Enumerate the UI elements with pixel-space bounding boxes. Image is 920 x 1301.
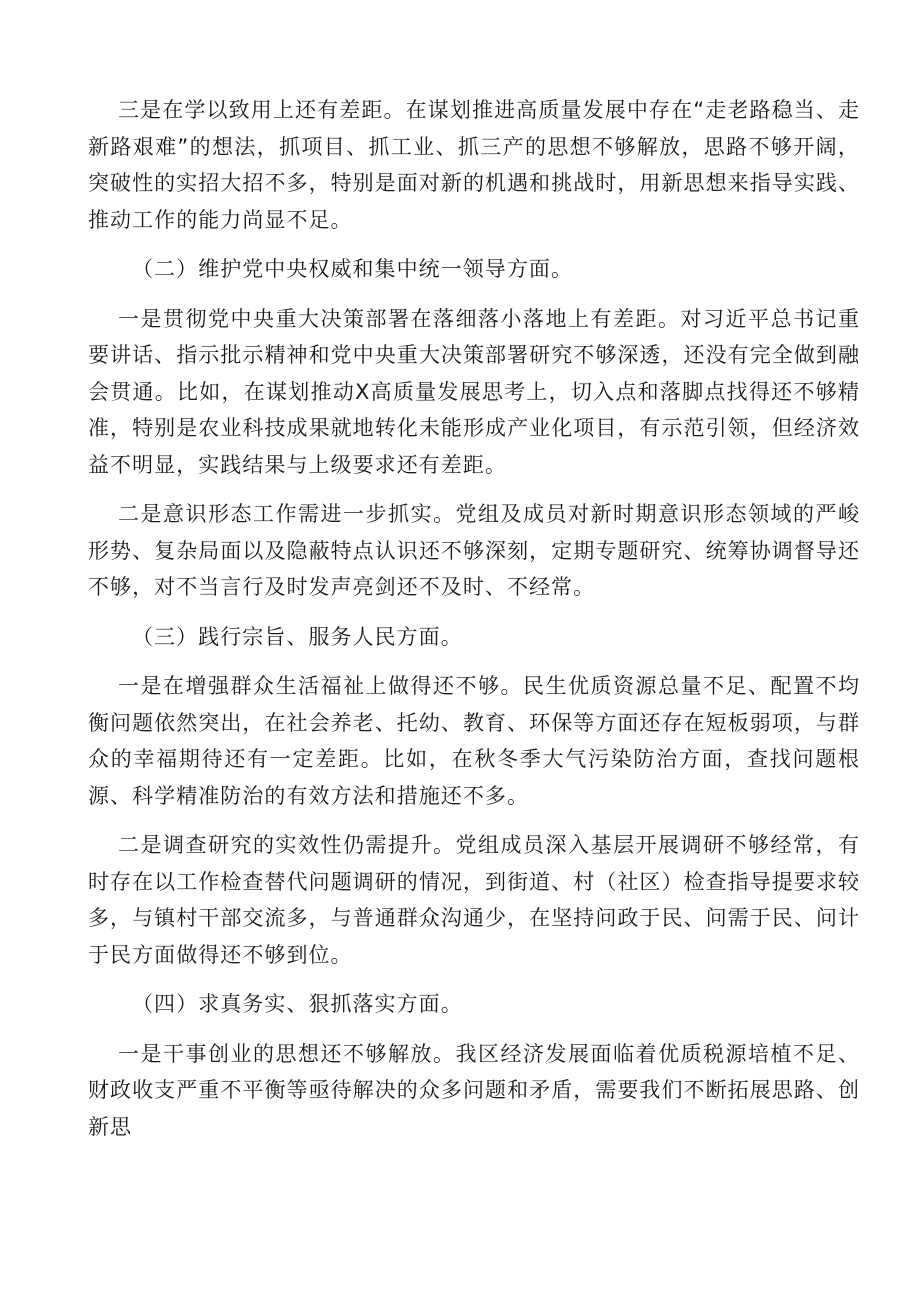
paragraph-decision-implementation: 一是贯彻党中央重大决策部署在落细落小落地上有差距。对习近平总书记重要讲话、指示批示精神和党中央重大决策部署研究不够深透，还没有完全做到融会贯通。比如，在谋划推动X高质量发展思考上，切入点和落脚点找得还不够精准，特别是农业科技成果就地转化未能形成产业化项目，有示范引领，但经济效益不明显，实践结果与上级要求还有差距。 (88, 306, 860, 477)
paragraph-public-welfare: 一是在增强群众生活福祉上做得还不够。民生优质资源总量不足、配置不均衡问题依然突出，在社会养老、托幼、教育、环保等方面还存在短板弱项，与群众的幸福期待还有一定差距。比如，在秋冬季大气污染防治方面，查找问题根源、科学精准防治的有效方法和措施还不多。 (88, 674, 860, 808)
section-heading-4: （四）求真务实、狠抓落实方面。 (132, 992, 463, 1016)
section-heading-2: （二）维护党中央权威和集中统一领导方面。 (132, 257, 573, 281)
paragraph-research-effectiveness: 二是调查研究的实效性仍需提升。党组成员深入基层开展调研不够经常，有时存在以工作检查替代问题调研的情况，到街道、村（社区）检查指导提要求较多，与镇村干部交流多，与普通群众沟通少，在坚持问政于民、问需于民、问计于民方面做得还不够到位。 (88, 833, 860, 967)
paragraph-entrepreneurship-mindset: 一是干事创业的思想还不够解放。我区经济发展面临着优质税源培植不足、财政收支严重不平衡等亟待解决的众多问题和矛盾，需要我们不断拓展思路、创新思 (88, 1041, 860, 1139)
paragraph-practice-gap: 三是在学以致用上还有差距。在谋划推进高质量发展中存在“走老路稳当、走新路艰难”的想法，抓项目、抓工业、抓三产的思想不够解放，思路不够开阔，突破性的实招大招不多，特别是面对新的机遇和挑战时，用新思想来指导实践、推动工作的能力尚显不足。 (88, 98, 860, 232)
section-heading-3: （三）践行宗旨、服务人民方面。 (132, 624, 463, 649)
paragraph-ideology-work: 二是意识形态工作需进一步抓实。党组及成员对新时期意识形态领域的严峻形势、复杂局面以及隐蔽特点认识还不够深刻，定期专题研究、统筹协调督导还不够，对不当言行及时发声亮剑还不及时、不经常。 (88, 502, 860, 599)
